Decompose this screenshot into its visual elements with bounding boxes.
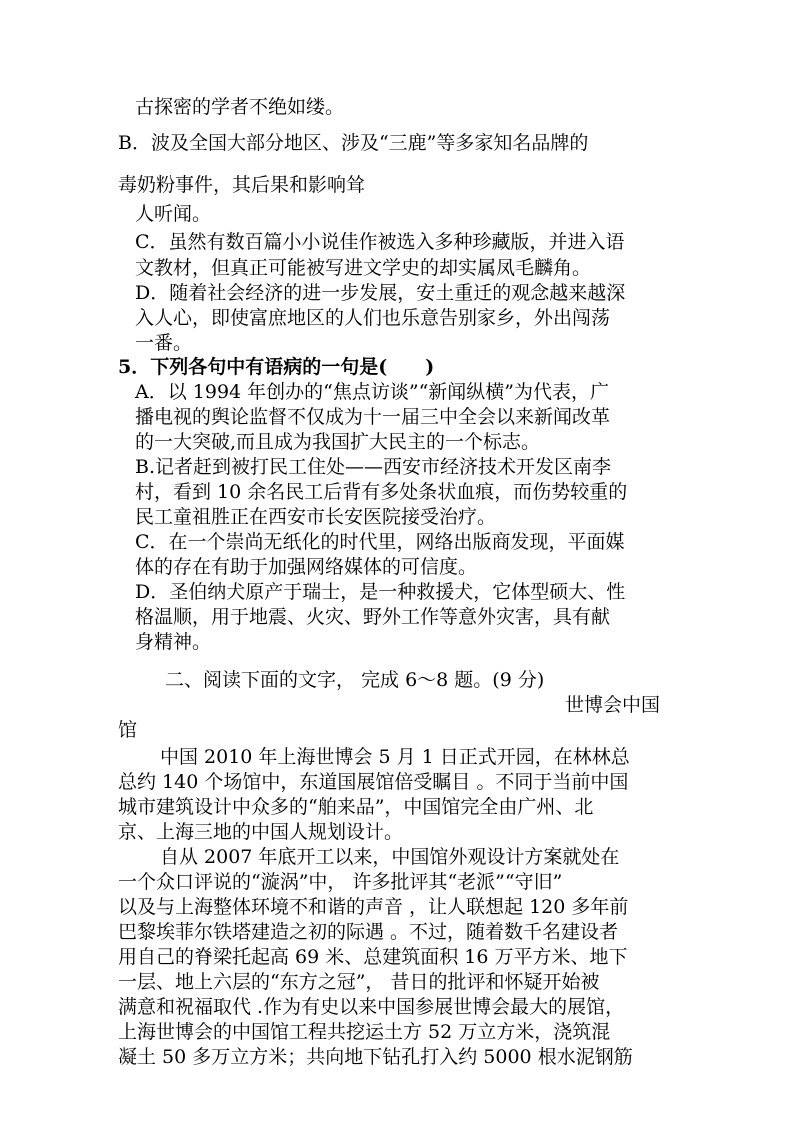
text-line: 格温顺，用于地震、火灾、野外工作等意外灾害，具有献 xyxy=(135,606,611,628)
paragraph-line: 一个众口评说的“漩涡”中， 许多批评其“老派”“守旧” xyxy=(118,871,563,893)
text-line: 播电视的舆论监督不仅成为十一届三中全会以来新闻改革 xyxy=(135,406,611,428)
question-5-title: 5．下列各句中有语病的一句是( ) xyxy=(118,356,435,378)
option-a-line: A．以 1994 年创办的“焦点访谈”“新闻纵横”为代表，广 xyxy=(135,381,610,403)
paragraph-line: 一层、地上六层的“东方之冠”， 昔日的批评和怀疑开始被 xyxy=(118,971,600,993)
paragraph-line: 用自己的脊梁托起高 69 米、总建筑面积 16 万平方米、地下 xyxy=(118,946,628,968)
option-b-line: B.记者赶到被打民工住处——西安市经济技术开发区南李 xyxy=(135,456,612,478)
section-2-heading: 二、阅读下面的文字， 完成 6～8 题。(9 分) xyxy=(165,669,545,691)
paragraph-line: 中国 2010 年上海世博会 5 月 1 日正式开园，在林林总 xyxy=(160,746,630,768)
option-d-line: D．随着社会经济的进一步发展，安土重迁的观念越来越深 xyxy=(135,282,626,304)
text-line: 村，看到 10 余名民工后背有多处条状血痕，而伤势较重的 xyxy=(135,481,628,503)
text-line: 一番。 xyxy=(135,332,193,354)
text-line: 民工童祖胜正在西安市长安医院接受治疗。 xyxy=(135,506,497,528)
text-line: 毒奶粉事件，其后果和影响耸 xyxy=(118,174,366,196)
paragraph-line: 巴黎埃菲尔铁塔建造之初的际遇 。不过，随着数千名建设者 xyxy=(118,921,619,943)
option-c-line: C．在一个崇尚无纸化的时代里，网络出版商发现，平面媒 xyxy=(135,531,625,553)
text-line: 身精神。 xyxy=(135,631,212,653)
paragraph-line: 以及与上海整体环境不和谐的声音 ，让人联想起 120 多年前 xyxy=(118,896,629,918)
text-line: 入人心，即使富庶地区的人们也乐意告别家乡，外出闯荡 xyxy=(135,307,611,329)
article-title-continued: 馆 xyxy=(118,719,138,741)
text-line: 古探密的学者不绝如缕。 xyxy=(135,96,345,118)
paragraph-line: 京、上海三地的中国人规划设计。 xyxy=(118,821,404,843)
paragraph-line: 自从 2007 年底开工以来，中国馆外观设计方案就处在 xyxy=(160,846,620,868)
paragraph-line: 上海世博会的中国馆工程共挖运土方 52 万立方米，浇筑混 xyxy=(118,1021,611,1043)
paragraph-line: 凝土 50 多万立方米；共向地下钻孔打入约 5000 根水泥钢筋 xyxy=(118,1046,633,1068)
article-title: 世博会中国 xyxy=(565,694,661,716)
paragraph-line: 总约 140 个场馆中，东道国展馆倍受瞩目 。不同于当前中国 xyxy=(118,771,629,793)
paragraph-line: 城市建筑设计中众多的“舶来品”，中国馆完全由广州、北 xyxy=(118,796,594,818)
option-d-line: D．圣伯纳犬原产于瑞士，是一种救援犬，它体型硕大、性 xyxy=(135,581,626,603)
text-line: 文教材，但真正可能被写进文学史的却实属凤毛麟角。 xyxy=(135,257,592,279)
text-line: 的一大突破,而且成为我国扩大民主的一个标志。 xyxy=(135,431,541,453)
option-c-line: C．虽然有数百篇小小说佳作被选入多种珍藏版，并进入语 xyxy=(135,231,625,253)
paragraph-line: 满意和祝福取代 .作为有史以来中国参展世博会最大的展馆， xyxy=(118,996,625,1018)
text-line: 人听闻。 xyxy=(135,203,212,225)
text-line: 体的存在有助于加强网络媒体的可信度。 xyxy=(135,556,478,578)
option-b-line: B．波及全国大部分地区、涉及“三鹿”等多家知名品牌的 xyxy=(118,132,589,154)
